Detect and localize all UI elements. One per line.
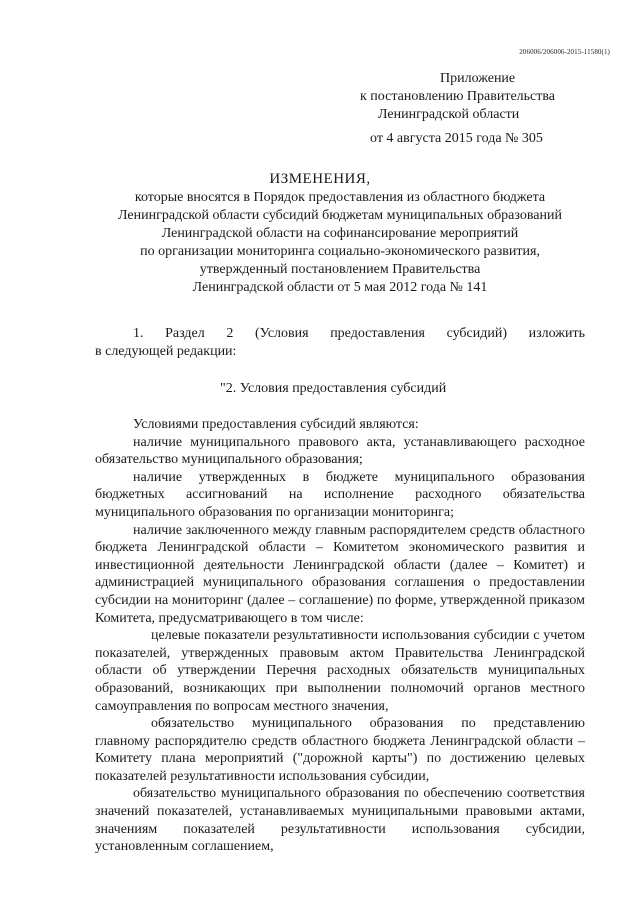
section-title: "2. Условия предоставления субсидий	[220, 381, 447, 396]
document-subtitle	[90, 189, 590, 297]
appendix-line-2: к постановлению Правительства	[360, 89, 556, 104]
subtitle-line: утвержденный постановлением Правительства	[199, 262, 481, 277]
para1-word: изложить	[528, 326, 585, 341]
subtitle-line: Ленинградской области на софинансирование мероприятий	[161, 226, 519, 241]
body-paragraph: целевые показатели результативности использования субсидии с учетом показателей, утвержденных правовым актом Правительства Ленинградской области об утверждении Перечня расходных обязательств муниципальных образований, возникающих при выполнении полномочий органов местного самоуправления по вопросам местного значения,	[95, 628, 585, 714]
body-paragraph: обязательство муниципального образования по представлению главному распорядителю средств областного бюджета Ленинградской области – Комитету плана мероприятий ("дорожной карты") по достижению целевых показателей результативности использования субсидии,	[95, 716, 585, 784]
para1-word: Раздел	[165, 326, 205, 341]
para1-word: предоставления	[330, 326, 425, 341]
appendix-block	[360, 70, 590, 148]
subtitle-line: по организации мониторинга социально-экономического развития,	[140, 244, 540, 259]
subtitle-line: Ленинградской области субсидий бюджетам муниципальных образований	[118, 208, 562, 223]
para1-word: субсидий)	[446, 326, 508, 341]
subtitle-line: Ленинградской области от 5 мая 2012 года № 141	[192, 280, 488, 295]
para1-word: 2	[226, 326, 234, 341]
appendix-line-3: Ленинградской области	[378, 107, 520, 122]
body-paragraph: обязательство муниципального образования по обеспечению соответствия значений показателей, устанавливаемых муниципальными правовыми актами, значениям показателей результативности использования субсидии, установленным соглашением,	[95, 786, 585, 855]
paragraph-1-line-1	[95, 325, 585, 343]
appendix-line-1: Приложение	[440, 71, 516, 86]
para1-word: (Условия	[254, 326, 309, 341]
document-code: 206006/206006-2015-11580(1)	[519, 48, 610, 56]
body-paragraph: наличие заключенного между главным распорядителем средств областного бюджета Ленинградской области – Комитетом экономического развития и инвестиционной деятельности Ленинградской области (далее – Комитет) и администрацией муниципального образования соглашения о предоставлении субсидии на мониторинг (далее – соглашение) по форме, утвержденной приказом Комитета, предусматривающего в том числе:	[95, 522, 585, 626]
para1-word: 1.	[133, 326, 144, 341]
paragraph-1-line-2: в следующей редакции:	[95, 343, 237, 359]
appendix-date-line: от 4 августа 2015 года № 305	[370, 131, 543, 146]
body-paragraph: наличие муниципального правового акта, устанавливающего расходное обязательство муниципального образования;	[95, 434, 585, 468]
section-body	[95, 416, 585, 856]
body-paragraph: наличие утвержденных в бюджете муниципального образования бюджетных ассигнований на исполнение расходного обязательства муниципального образования по организации мониторинга;	[95, 469, 585, 520]
subtitle-line: которые вносятся в Порядок предоставления из областного бюджета	[134, 190, 546, 205]
paragraph-1	[95, 325, 585, 360]
document-title: ИЗМЕНЕНИЯ,	[269, 171, 371, 187]
body-paragraph: Условиями предоставления субсидий являются:	[133, 417, 419, 432]
